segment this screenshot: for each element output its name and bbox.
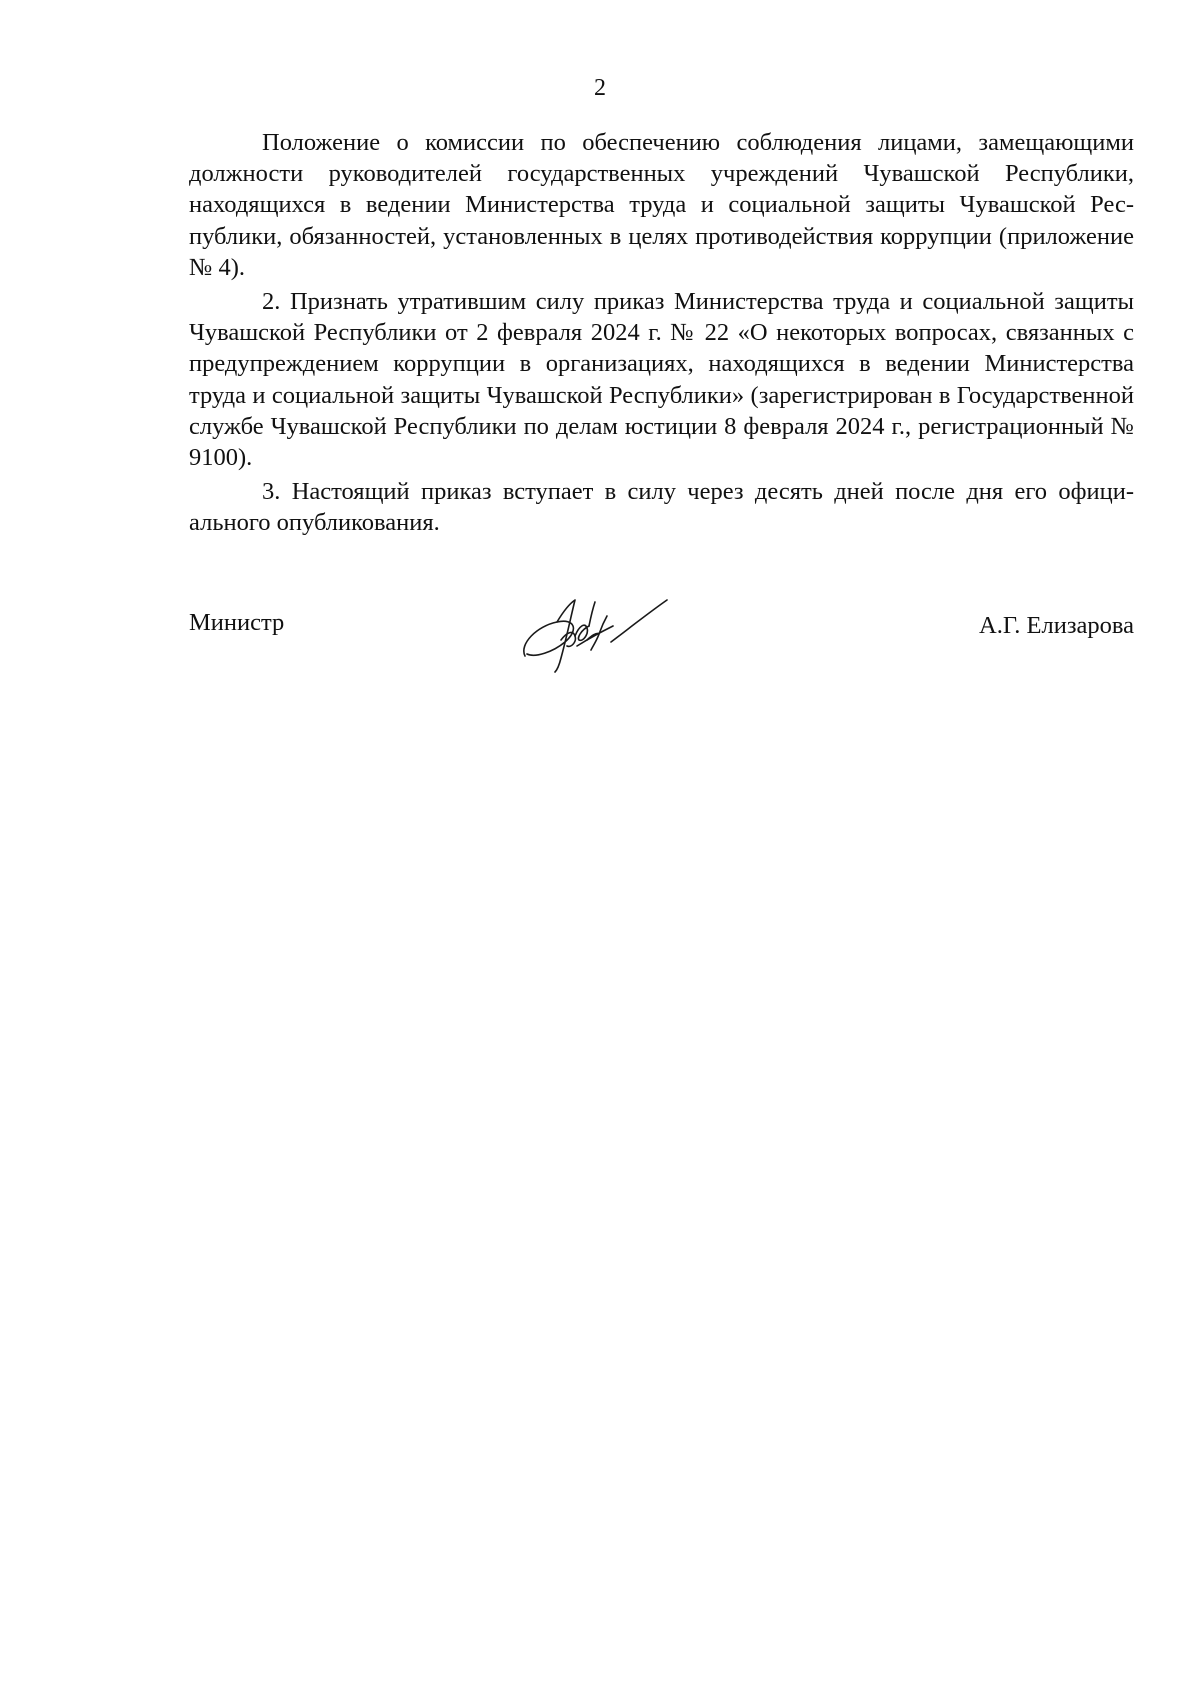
signature-block bbox=[189, 596, 1134, 676]
document-body bbox=[189, 127, 1134, 542]
handwritten-signature-icon bbox=[517, 596, 677, 674]
paragraph-appendix-4: Положение о комиссии по обеспечению соблюдения лицами, замещающими должности руководителей государственных учреждений Чувашской Республики, находящихся в ведении Министерства труда и социальной защиты Чувашской Республики, обязанностей, установленных в целях противодействия коррупции (приложение № 4). bbox=[189, 129, 1134, 281]
signer-name: А.Г. Елизарова bbox=[979, 612, 1134, 639]
signer-position: Министр bbox=[189, 609, 285, 636]
page-number: 2 bbox=[594, 75, 606, 101]
paragraph-item-3: 3. Настоящий приказ вступает в силу через десять дней после дня его официального опубликования. bbox=[189, 478, 1134, 537]
paragraph-item-2: 2. Признать утратившим силу приказ Министерства труда и социальной защиты Чувашской Республики от 2 февраля 2024 г. № 22 «О некоторых вопросах, связанных с предупреждением коррупции в организациях, находящихся в ведении Министерства труда и социальной защиты Чувашской Республики» (зарегистрирован в Государственной службе Чувашской Республики по делам юстиции 8 февраля 2024 г., регистрационный № 9100). bbox=[189, 288, 1134, 472]
